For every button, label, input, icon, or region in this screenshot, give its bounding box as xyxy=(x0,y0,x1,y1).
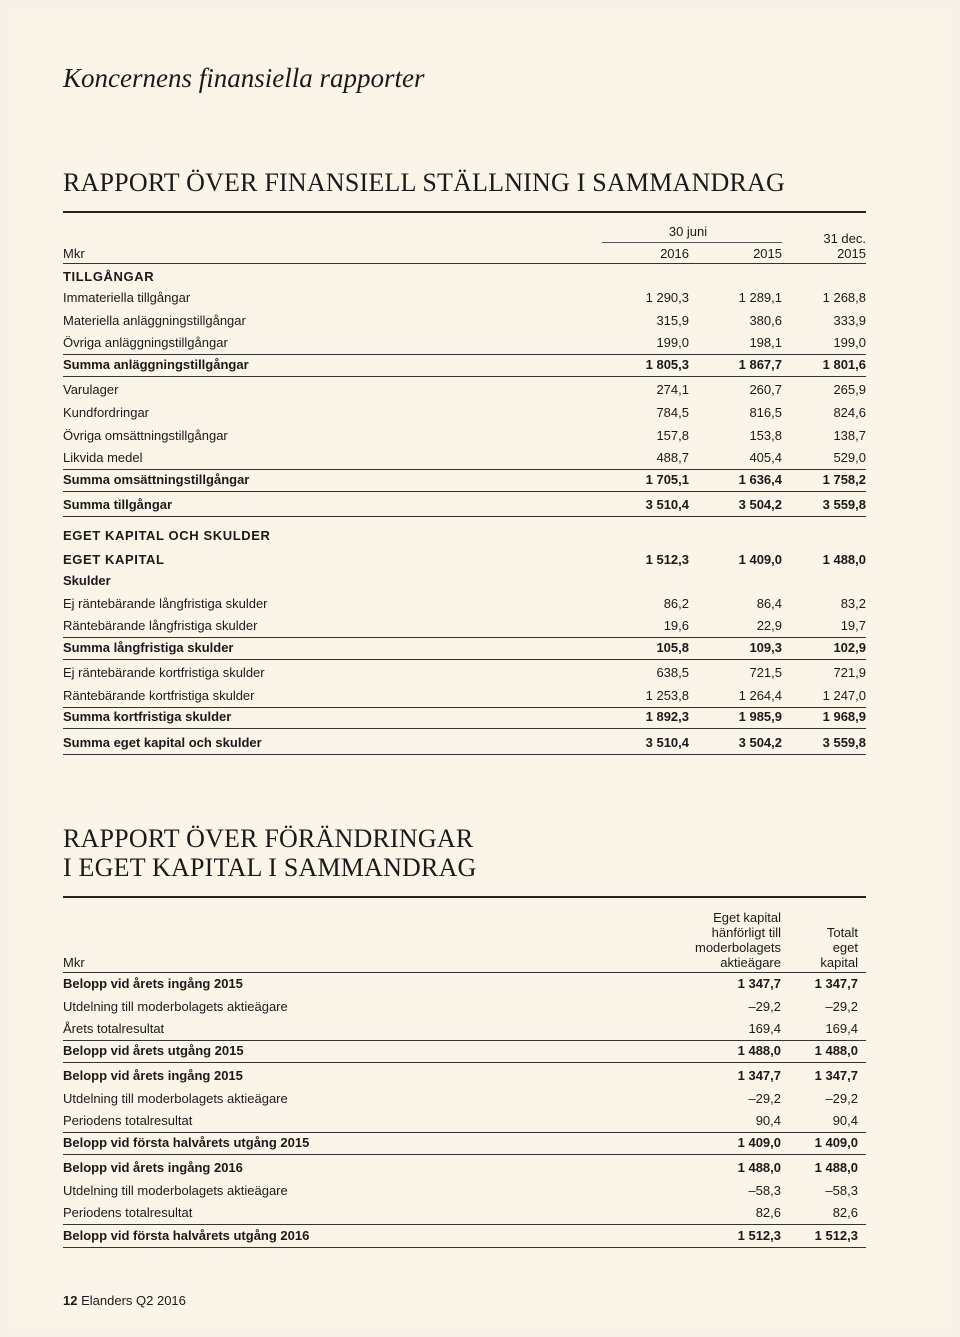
value-parent-equity: 169,4 xyxy=(748,1021,781,1036)
table-row xyxy=(63,266,866,288)
balance-unit-label: Mkr xyxy=(63,246,85,261)
row-label: Utdelning till moderbolagets aktieägare xyxy=(63,1091,288,1106)
row-label: Årets totalresultat xyxy=(63,1021,165,1036)
value-total-equity: 1 409,0 xyxy=(814,1135,858,1150)
value-parent-equity: 82,6 xyxy=(755,1205,781,1220)
value-jun-2015: 109,3 xyxy=(749,640,782,655)
row-label: TILLGÅNGAR xyxy=(63,269,155,284)
table-row xyxy=(63,593,866,615)
row-label: Periodens totalresultat xyxy=(63,1113,193,1128)
value-jun-2016: 199,0 xyxy=(656,335,689,350)
value-jun-2016: 274,1 xyxy=(656,382,689,397)
row-label: Belopp vid årets ingång 2015 xyxy=(63,1068,243,1083)
row-label: Summa tillgångar xyxy=(63,497,173,512)
col-header-parent-equity-line: Eget kapital xyxy=(713,910,781,925)
value-jun-2016: 638,5 xyxy=(656,665,689,680)
balance-section-title: RAPPORT ÖVER FINANSIELL STÄLLNING I SAMMANDRAG xyxy=(63,168,785,197)
footer-publication: Elanders Q2 2016 xyxy=(81,1293,186,1308)
table-row xyxy=(63,310,866,332)
value-total-equity: 82,6 xyxy=(832,1205,858,1220)
row-label: Summa omsättningstillgångar xyxy=(63,472,250,487)
page-footer xyxy=(63,1293,186,1308)
col-header-parent-equity-line: hänförligt till xyxy=(711,925,781,940)
row-label: Skulder xyxy=(63,573,111,588)
value-total-equity: 1 347,7 xyxy=(814,1068,858,1083)
table-row xyxy=(63,1088,866,1110)
value-jun-2015: 3 504,2 xyxy=(738,735,782,750)
value-parent-equity: –29,2 xyxy=(748,1091,781,1106)
value-dec-2015: 1 801,6 xyxy=(822,357,866,372)
value-jun-2016: 19,6 xyxy=(663,618,689,633)
col-header-total-equity-line: kapital xyxy=(820,955,858,970)
col-header-parent-equity-line: aktieägare xyxy=(720,955,781,970)
row-label: Immateriella tillgångar xyxy=(63,290,191,305)
value-jun-2015: 22,9 xyxy=(756,618,782,633)
value-parent-equity: –29,2 xyxy=(748,999,781,1014)
col-header-parent-equity-line: moderbolagets xyxy=(695,940,781,955)
row-label: Utdelning till moderbolagets aktieägare xyxy=(63,999,288,1014)
value-dec-2015: 138,7 xyxy=(833,428,866,443)
col-group-underline xyxy=(602,242,782,243)
col-header-parent-equity xyxy=(640,910,781,970)
equity-title-rule xyxy=(63,896,866,898)
sum-separator xyxy=(63,376,866,377)
value-jun-2015: 1 867,7 xyxy=(738,357,782,372)
table-row xyxy=(63,662,866,684)
value-jun-2016: 86,2 xyxy=(663,596,689,611)
value-jun-2015: 721,5 xyxy=(749,665,782,680)
table-row xyxy=(63,1065,866,1087)
value-parent-equity: 1 347,7 xyxy=(737,976,781,991)
value-total-equity: 90,4 xyxy=(832,1113,858,1128)
value-jun-2016: 1 805,3 xyxy=(645,357,689,372)
value-jun-2015: 86,4 xyxy=(756,596,782,611)
table-row xyxy=(63,525,866,547)
value-total-equity: 169,4 xyxy=(825,1021,858,1036)
row-label: Övriga omsättningstillgångar xyxy=(63,428,228,443)
table-row xyxy=(63,570,866,592)
value-dec-2015: 1 968,9 xyxy=(822,709,866,724)
table-row xyxy=(63,1110,866,1132)
row-label: Räntebärande långfristiga skulder xyxy=(63,618,258,633)
row-label: Belopp vid första halvårets utgång 2015 xyxy=(63,1135,310,1150)
row-label: EGET KAPITAL xyxy=(63,552,165,567)
value-jun-2016: 1 705,1 xyxy=(645,472,689,487)
row-label: Kundfordringar xyxy=(63,405,149,420)
sum-separator xyxy=(63,754,866,755)
table-row xyxy=(63,732,866,754)
value-jun-2016: 3 510,4 xyxy=(645,497,689,512)
row-label: Summa eget kapital och skulder xyxy=(63,735,262,750)
value-dec-2015: 265,9 xyxy=(833,382,866,397)
table-row xyxy=(63,379,866,401)
row-label: Summa anläggningstillgångar xyxy=(63,357,249,372)
value-jun-2015: 1 409,0 xyxy=(738,552,782,567)
row-label: Belopp vid årets ingång 2016 xyxy=(63,1160,243,1175)
row-label: Belopp vid årets utgång 2015 xyxy=(63,1043,244,1058)
value-jun-2015: 1 985,9 xyxy=(738,709,782,724)
value-parent-equity: 90,4 xyxy=(755,1113,781,1128)
row-label: Summa långfristiga skulder xyxy=(63,640,234,655)
value-jun-2015: 380,6 xyxy=(749,313,782,328)
value-jun-2015: 816,5 xyxy=(749,405,782,420)
value-dec-2015: 721,9 xyxy=(833,665,866,680)
col-header-dec-line2: 2015 xyxy=(837,246,866,261)
sum-separator xyxy=(63,659,866,660)
value-dec-2015: 3 559,8 xyxy=(822,735,866,750)
row-label: Belopp vid årets ingång 2015 xyxy=(63,976,243,991)
value-dec-2015: 3 559,8 xyxy=(822,497,866,512)
table-row xyxy=(63,615,866,637)
value-total-equity: –58,3 xyxy=(825,1183,858,1198)
value-jun-2016: 105,8 xyxy=(656,640,689,655)
value-jun-2015: 1 636,4 xyxy=(738,472,782,487)
value-total-equity: 1 488,0 xyxy=(814,1160,858,1175)
table-row xyxy=(63,425,866,447)
row-label: Ej räntebärande långfristiga skulder xyxy=(63,596,268,611)
value-total-equity: 1 347,7 xyxy=(814,976,858,991)
table-row xyxy=(63,706,866,728)
sum-separator xyxy=(63,1247,866,1248)
value-dec-2015: 333,9 xyxy=(833,313,866,328)
table-row xyxy=(63,469,866,491)
value-dec-2015: 102,9 xyxy=(833,640,866,655)
value-parent-equity: 1 488,0 xyxy=(737,1160,781,1175)
value-jun-2016: 784,5 xyxy=(656,405,689,420)
value-parent-equity: 1 512,3 xyxy=(737,1228,781,1243)
table-row xyxy=(63,1202,866,1224)
table-row xyxy=(63,1018,866,1040)
equity-unit-label: Mkr xyxy=(63,955,85,970)
sum-separator xyxy=(63,1154,866,1155)
value-dec-2015: 1 247,0 xyxy=(822,688,866,703)
col-header-2016: 2016 xyxy=(660,246,689,261)
value-jun-2016: 1 290,3 xyxy=(645,290,689,305)
row-label: Varulager xyxy=(63,382,119,397)
col-header-total-equity-line: eget xyxy=(832,940,858,955)
value-total-equity: –29,2 xyxy=(825,999,858,1014)
table-row xyxy=(63,637,866,659)
row-label: Periodens totalresultat xyxy=(63,1205,193,1220)
table-row xyxy=(63,1040,866,1062)
balance-title-rule xyxy=(63,211,866,213)
value-dec-2015: 1 268,8 xyxy=(822,290,866,305)
value-dec-2015: 529,0 xyxy=(833,450,866,465)
value-jun-2016: 315,9 xyxy=(656,313,689,328)
sum-separator xyxy=(63,491,866,492)
equity-section-title-line1: RAPPORT ÖVER FÖRÄNDRINGAR xyxy=(63,824,474,853)
row-label: Ej räntebärande kortfristiga skulder xyxy=(63,665,265,680)
table-row xyxy=(63,685,866,707)
row-label: Summa kortfristiga skulder xyxy=(63,709,232,724)
table-row xyxy=(63,549,866,571)
row-label: Övriga anläggningstillgångar xyxy=(63,335,228,350)
row-label: Räntebärande kortfristiga skulder xyxy=(63,688,255,703)
col-header-2015: 2015 xyxy=(753,246,782,261)
row-label: Likvida medel xyxy=(63,450,143,465)
row-label: Utdelning till moderbolagets aktieägare xyxy=(63,1183,288,1198)
table-row xyxy=(63,332,866,354)
balance-header-rule xyxy=(63,263,866,264)
sum-separator xyxy=(63,1062,866,1063)
value-parent-equity: 1 347,7 xyxy=(737,1068,781,1083)
sum-separator xyxy=(63,516,866,517)
value-dec-2015: 1 758,2 xyxy=(822,472,866,487)
sum-separator xyxy=(63,728,866,729)
value-parent-equity: 1 409,0 xyxy=(737,1135,781,1150)
table-row xyxy=(63,996,866,1018)
table-row xyxy=(63,1225,866,1247)
value-jun-2016: 157,8 xyxy=(656,428,689,443)
value-jun-2015: 1 264,4 xyxy=(738,688,782,703)
table-row xyxy=(63,354,866,376)
value-dec-2015: 19,7 xyxy=(840,618,866,633)
table-row xyxy=(63,402,866,424)
value-dec-2015: 199,0 xyxy=(833,335,866,350)
table-row xyxy=(63,973,866,995)
value-jun-2016: 1 253,8 xyxy=(645,688,689,703)
row-label: EGET KAPITAL OCH SKULDER xyxy=(63,528,271,543)
value-jun-2016: 1 892,3 xyxy=(645,709,689,724)
value-total-equity: –29,2 xyxy=(825,1091,858,1106)
col-group-30-juni: 30 juni xyxy=(668,224,708,239)
table-row xyxy=(63,1132,866,1154)
report-header-title: Koncernens finansiella rapporter xyxy=(63,63,425,93)
value-jun-2016: 1 512,3 xyxy=(645,552,689,567)
value-jun-2016: 3 510,4 xyxy=(645,735,689,750)
value-jun-2015: 405,4 xyxy=(749,450,782,465)
table-row xyxy=(63,494,866,516)
table-row xyxy=(63,1157,866,1179)
value-jun-2015: 3 504,2 xyxy=(738,497,782,512)
table-row xyxy=(63,1180,866,1202)
value-parent-equity: –58,3 xyxy=(748,1183,781,1198)
value-dec-2015: 83,2 xyxy=(840,596,866,611)
col-header-dec-line1: 31 dec. xyxy=(823,231,866,246)
equity-section-title-line2: I EGET KAPITAL I SAMMANDRAG xyxy=(63,853,477,882)
table-row xyxy=(63,287,866,309)
row-label: Belopp vid första halvårets utgång 2016 xyxy=(63,1228,310,1243)
value-jun-2015: 153,8 xyxy=(749,428,782,443)
col-header-total-equity-line: Totalt xyxy=(826,925,858,940)
value-jun-2015: 198,1 xyxy=(749,335,782,350)
value-jun-2015: 260,7 xyxy=(749,382,782,397)
value-jun-2016: 488,7 xyxy=(656,450,689,465)
table-row xyxy=(63,447,866,469)
value-total-equity: 1 488,0 xyxy=(814,1043,858,1058)
value-parent-equity: 1 488,0 xyxy=(737,1043,781,1058)
value-jun-2015: 1 289,1 xyxy=(738,290,782,305)
row-label: Materiella anläggningstillgångar xyxy=(63,313,246,328)
page-number: 12 xyxy=(63,1293,78,1308)
value-dec-2015: 824,6 xyxy=(833,405,866,420)
value-dec-2015: 1 488,0 xyxy=(822,552,866,567)
value-total-equity: 1 512,3 xyxy=(814,1228,858,1243)
col-header-total-equity xyxy=(790,925,858,970)
